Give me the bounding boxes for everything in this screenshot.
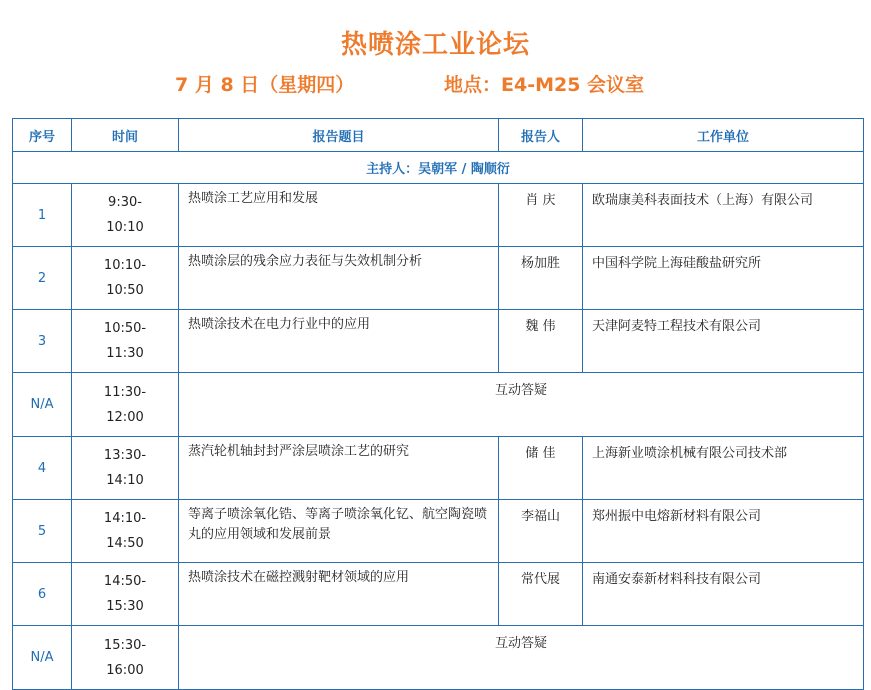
table-row xyxy=(13,563,864,626)
row-topic: 热喷涂工艺应用和发展 xyxy=(179,184,499,247)
agenda-table xyxy=(12,118,864,690)
row-time: 13:30- 14:10 xyxy=(72,437,179,500)
row-org: 郑州振中电熔新材料有限公司 xyxy=(583,500,864,563)
table-row xyxy=(13,626,864,690)
row-no: 6 xyxy=(13,563,72,626)
row-org: 欧瑞康美科表面技术（上海）有限公司 xyxy=(583,184,864,247)
row-topic: 热喷涂技术在磁控溅射靶材领域的应用 xyxy=(179,563,499,626)
row-speaker: 储 佳 xyxy=(499,437,583,500)
row-speaker: 常代展 xyxy=(499,563,583,626)
row-time: 10:50- 11:30 xyxy=(72,310,179,373)
row-org: 南通安泰新材料科技有限公司 xyxy=(583,563,864,626)
row-topic: 热喷涂技术在电力行业中的应用 xyxy=(179,310,499,373)
event-venue: 地点：E4-M25 会议室 xyxy=(444,74,645,96)
header-speaker: 报告人 xyxy=(499,119,583,152)
row-time: 14:50- 15:30 xyxy=(72,563,179,626)
table-row xyxy=(13,310,864,373)
table-row xyxy=(13,184,864,247)
event-info xyxy=(0,70,871,100)
row-org: 天津阿麦特工程技术有限公司 xyxy=(583,310,864,373)
row-no: 5 xyxy=(13,500,72,563)
table-row xyxy=(13,247,864,310)
row-speaker: 李福山 xyxy=(499,500,583,563)
row-topic: 等离子喷涂氧化锆、等离子喷涂氧化钇、航空陶瓷喷丸的应用领域和发展前景 xyxy=(179,500,499,563)
row-no: N/A xyxy=(13,373,72,437)
table-row xyxy=(13,373,864,437)
row-time: 14:10- 14:50 xyxy=(72,500,179,563)
row-speaker: 杨加胜 xyxy=(499,247,583,310)
row-topic: 互动答疑 xyxy=(179,373,864,437)
row-speaker: 魏 伟 xyxy=(499,310,583,373)
row-time: 15:30- 16:00 xyxy=(72,626,179,690)
event-date: 7 月 8 日（星期四） xyxy=(175,74,355,96)
table-row xyxy=(13,500,864,563)
row-no: 3 xyxy=(13,310,72,373)
chair-row xyxy=(13,152,864,184)
row-speaker: 肖 庆 xyxy=(499,184,583,247)
row-org: 中国科学院上海硅酸盐研究所 xyxy=(583,247,864,310)
session-chair: 主持人：吴朝军 / 陶顺衍 xyxy=(13,152,864,184)
row-time: 11:30- 12:00 xyxy=(72,373,179,437)
row-no: 2 xyxy=(13,247,72,310)
table-header-row xyxy=(13,119,864,152)
row-no: 4 xyxy=(13,437,72,500)
header-no: 序号 xyxy=(13,119,72,152)
header-time: 时间 xyxy=(72,119,179,152)
row-no: N/A xyxy=(13,626,72,690)
row-org: 上海新业喷涂机械有限公司技术部 xyxy=(583,437,864,500)
page-title: 热喷涂工业论坛 xyxy=(340,30,530,60)
row-no: 1 xyxy=(13,184,72,247)
table-row xyxy=(13,437,864,500)
header-org: 工作单位 xyxy=(583,119,864,152)
header-topic: 报告题目 xyxy=(179,119,499,152)
row-topic: 热喷涂层的残余应力表征与失效机制分析 xyxy=(179,247,499,310)
row-topic: 蒸汽轮机轴封封严涂层喷涂工艺的研究 xyxy=(179,437,499,500)
row-topic: 互动答疑 xyxy=(179,626,864,690)
row-time: 10:10- 10:50 xyxy=(72,247,179,310)
row-time: 9:30- 10:10 xyxy=(72,184,179,247)
